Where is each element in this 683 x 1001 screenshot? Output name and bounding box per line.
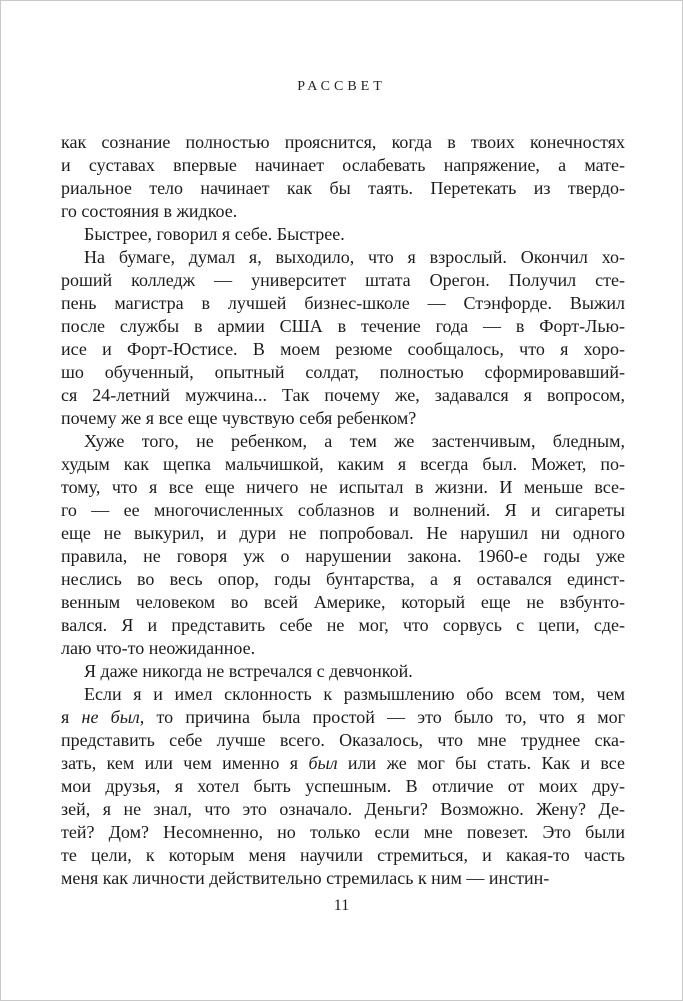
text-line: зей, я не знал, что это означало. Деньги? Возможно. Жену? Де- <box>61 799 625 819</box>
paragraph <box>61 683 625 890</box>
text-line: го состояния в жидкое. <box>61 201 238 221</box>
text-line: Хуже того, не ребенком, а тем же застенчивым, бледным, <box>84 431 625 451</box>
text-line: ся 24-летний мужчина... Так почему же, задавался я вопросом, <box>61 385 625 405</box>
text-line: тому, что я все еще ничего не испытал в жизни. И меньше все- <box>61 477 625 497</box>
text-line: мои друзья, я хотел быть успешным. В отличие от моих дру- <box>61 776 625 796</box>
chapter-header: РАССВЕТ <box>297 79 386 94</box>
text-line: после службы в армии США в течение года — в Форт-Лью- <box>61 316 625 336</box>
text-line: еще не выкурил, и дури не попробовал. Не нарушил ни одного <box>61 523 625 543</box>
paragraph <box>61 660 625 683</box>
text-line: венным человеком во всей Америке, который еще не взбунто- <box>61 592 625 612</box>
text-line: и суставах впервые начинает ослабевать напряжение, а мате- <box>61 155 625 175</box>
text-line: го — ее многочисленных соблазнов и волнений. Я и сигареты <box>61 500 625 520</box>
text-line: правила, не говоря уж о нарушении закона. 1960-е годы уже <box>61 546 625 566</box>
text-line: шо обученный, опытный солдат, полностью сформировавший- <box>61 362 625 382</box>
text-line: я не был, то причина была простой — это было то, что я мог <box>61 707 626 727</box>
text-line: тей? Дом? Несомненно, но только если мне повезет. Это были <box>61 822 625 842</box>
text-line: лаю что-то неожиданное. <box>61 638 256 658</box>
text-line: пень магистра в лучшей бизнес-школе — Стэнфорде. Выжил <box>61 293 625 313</box>
text-line: те цели, к которым меня научили стремиться, и какая-то часть <box>61 845 625 865</box>
text-line: почему же я все еще чувствую себя ребенком? <box>61 408 417 428</box>
text-line: зать, кем или чем именно я был или же мог бы стать. Как и все <box>61 753 625 773</box>
italic-text: не был <box>81 707 140 727</box>
text-line: Быстрее, говорил я себе. Быстрее. <box>84 224 345 244</box>
text-line: На бумаге, думал я, выходило, что я взрослый. Окончил хо- <box>84 247 625 267</box>
text-line: неслись во весь опор, годы бунтарства, а я оставался единст- <box>61 569 625 589</box>
text-line: вался. Я и представить себе не мог, что сорвусь с цепи, сде- <box>61 615 625 635</box>
paragraph <box>61 246 625 430</box>
text-line: как сознание полностью прояснится, когда в твоих конечностях <box>61 132 625 152</box>
paragraph <box>61 223 625 246</box>
text-line: меня как личности действительно стремилась к ним — инстин- <box>61 868 550 888</box>
text-line: Если я и имел склонность к размышлению обо всем том, чем <box>84 684 625 704</box>
paragraph <box>61 430 625 660</box>
text-line: риальное тело начинает как бы таять. Перетекать из твердо- <box>61 178 625 198</box>
text-line: роший колледж — университет штата Орегон. Получил сте- <box>61 270 625 290</box>
italic-text: был <box>308 753 338 773</box>
text-line: худым как щепка мальчишкой, каким я всегда был. Может, по- <box>61 454 625 474</box>
text-line: исе и Форт-Юстисе. В моем резюме сообщалось, что я хоро- <box>61 339 625 359</box>
page-number: 11 <box>333 897 350 914</box>
body-text <box>61 131 625 890</box>
text-line: Я даже никогда не встречался с девчонкой. <box>84 661 413 681</box>
text-line: представить себе лучше всего. Оказалось, что мне труднее ска- <box>61 730 625 750</box>
paragraph <box>61 131 625 223</box>
